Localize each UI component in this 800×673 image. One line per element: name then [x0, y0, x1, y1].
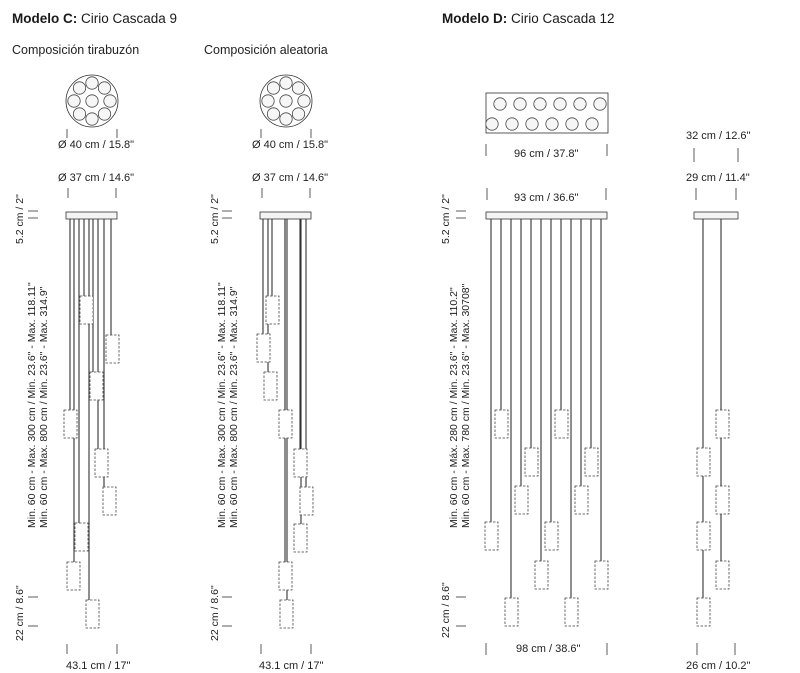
c2-cable-range-2: Min. 60 cm - Max. 800 cm / Min. 23.6" - Max. 314.9"	[228, 286, 240, 528]
c2-bottom-width: 43.1 cm / 17"	[259, 660, 324, 672]
c1-bottom-width: 43.1 cm / 17"	[66, 660, 131, 672]
model-c-name: Cirio Cascada 9	[77, 11, 178, 26]
d-shades	[485, 410, 608, 626]
d-side-shades	[697, 410, 729, 626]
c1-top-diameter: Ø 40 cm / 15.8"	[58, 139, 135, 151]
d-side-bottom-width: 26 cm / 10.2"	[686, 660, 751, 672]
c1-cable-range-2: Min. 60 cm - Max. 800 cm / Min. 23.6" - Max. 314.9"	[38, 286, 50, 528]
model-d-label: Modelo D:	[442, 11, 508, 26]
c2-top-diameter: Ø 40 cm / 15.8"	[252, 139, 329, 151]
c1-cable-range-1: Min. 60 cm - Max. 300 cm / Min. 23.6" - Max. 118.11"	[26, 282, 38, 528]
c1-shades	[64, 296, 119, 628]
c1-top-view	[66, 75, 118, 127]
c2-canopy-diameter: Ø 37 cm / 14.6"	[252, 172, 329, 184]
model-d-name: Cirio Cascada 12	[507, 11, 615, 26]
c2-lamp-height: 22 cm / 8.6"	[209, 585, 221, 641]
c1-canopy-diameter: Ø 37 cm / 14.6"	[58, 172, 135, 184]
c2-canopy-height: 5.2 cm / 2"	[209, 194, 221, 244]
c2-cable-range-1: Min. 60 cm - Max. 300 cm / Min. 23.6" - Max. 118.11"	[216, 282, 228, 528]
d-cable-range-2: Min. 60 cm - Max. 780 cm / Min. 23.6" - Max. 30708"	[460, 283, 472, 528]
d-side-canopy	[694, 212, 738, 219]
c1-canopy	[66, 212, 117, 219]
c1-lamp-height: 22 cm / 8.6"	[14, 585, 26, 641]
c2-canopy	[260, 212, 311, 219]
c2-top-view	[260, 75, 312, 127]
composition-aleatoria-label: Composición aleatoria	[204, 43, 328, 57]
d-top-view	[486, 93, 608, 133]
d-bottom-width: 98 cm / 38.6"	[516, 643, 581, 655]
d-side-top-width: 32 cm / 12.6"	[686, 130, 751, 142]
c1-canopy-height: 5.2 cm / 2"	[14, 194, 26, 244]
composition-tirabuzon-label: Composición tirabuzón	[12, 43, 140, 57]
d-canopy	[486, 212, 607, 219]
d-canopy-height: 5.2 cm / 2"	[440, 194, 452, 244]
d-top-width: 96 cm / 37.8"	[514, 148, 579, 160]
d-side-canopy-width: 29 cm / 11.4"	[686, 172, 750, 184]
d-lamp-height: 22 cm / 8.6"	[440, 582, 452, 638]
model-c-label: Modelo C:	[12, 11, 78, 26]
d-cable-range-1: Min. 60 cm - Máx. 280 cm / Min. 23.6" - Max. 110.2"	[448, 287, 460, 528]
d-canopy-width: 93 cm / 36.6"	[514, 192, 579, 204]
